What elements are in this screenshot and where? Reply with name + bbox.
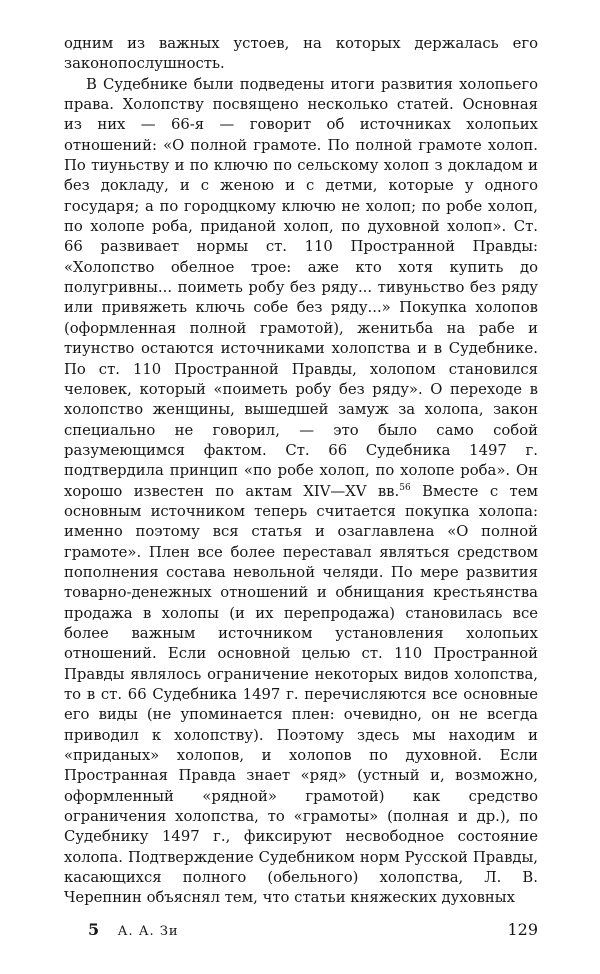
- main-text: [64, 34, 538, 909]
- page-number: 129: [507, 920, 538, 939]
- page-footer: [62, 920, 538, 942]
- paragraph-sudebnik: [64, 75, 538, 909]
- signature-number: 5: [88, 920, 100, 939]
- paragraph-text-part-1: В Судебнике были подведены итоги развития холопьего права. Холопству посвящено несколько статей. Основная из них — 66-я — говорит об источниках холопьих отношений: «О полной грамоте. По полной грамоте холоп. По тиуньству и по ключю по сельскому холоп з докладом и без докладу, и с женою и с детми, которые у одного государя; а по городцкому ключю не холоп; по робе холоп, по холопе роба, приданой холоп, по духовной холоп». Ст. 66 развивает нормы ст. 110 Пространной Правды: «Холопство обелное трое: аже кто хотя купить до полугривны... поиметь робу без ряду... тивуньство без ряду или привяжеть ключь собе без ряду...» Покупка холопов (оформленная полной грамотой), женитьба на рабе и тиунство остаются источниками холопства и в Судебнике. По ст. 110 Пространной Правды, холопом становился человек, который «поиметь робу без ряду». О переходе в холопство женщины, вышедшей замуж за холопа, закон специально не говорил, — это было само собой разумеющимся фактом. Ст. 66 Судебника 1497 г. подтвердила принцип «по робе холоп, по холопе роба». Он хорошо известен по актам XIV—XV вв.: [64, 75, 538, 500]
- paragraph-continuation: одним из важных устоев, на которых держалась его законопослушность.: [64, 35, 538, 73]
- paragraph-text-part-2: Вместе с тем основным источником теперь считается покупка холопа: именно поэтому вся статья и озаглавлена «О полной грамоте». Плен все более переставал являться средством пополнения состава невольной челяди. По мере развития товарно-денежных отношений и обнищания крестьянства продажа в холопы (и их перепродажа) становилась все более важным источником установления холопьих отношений. Если основной целью ст. 110 Пространной Правды являлось ограничение некоторых видов холопства, то в ст. 66 Судебника 1497 г. перечисляются все основные его виды (не упоминается плен: очевидно, он не всегда приводил к холопству). Поэтому здесь мы находим и «приданых» холопов, и холопов по духовной. Если Пространная Правда знает «ряд» (устный и, возможно, оформленный «рядной» грамотой) как средство ограничения холопства, то «грамоты» (полная и др.), по Судебнику 1497 г., фиксируют несвободное состояние холопа. Подтверждение Судебником норм Русской Правды, касающихся полного (обельного) холопства, Л. В. Черепнин объяснял тем, что статьи княжеских духовных: [64, 482, 538, 907]
- signature-author: А. А. Зи: [117, 924, 179, 939]
- printer-signature: [88, 920, 179, 939]
- footnote-reference: 56: [399, 482, 411, 493]
